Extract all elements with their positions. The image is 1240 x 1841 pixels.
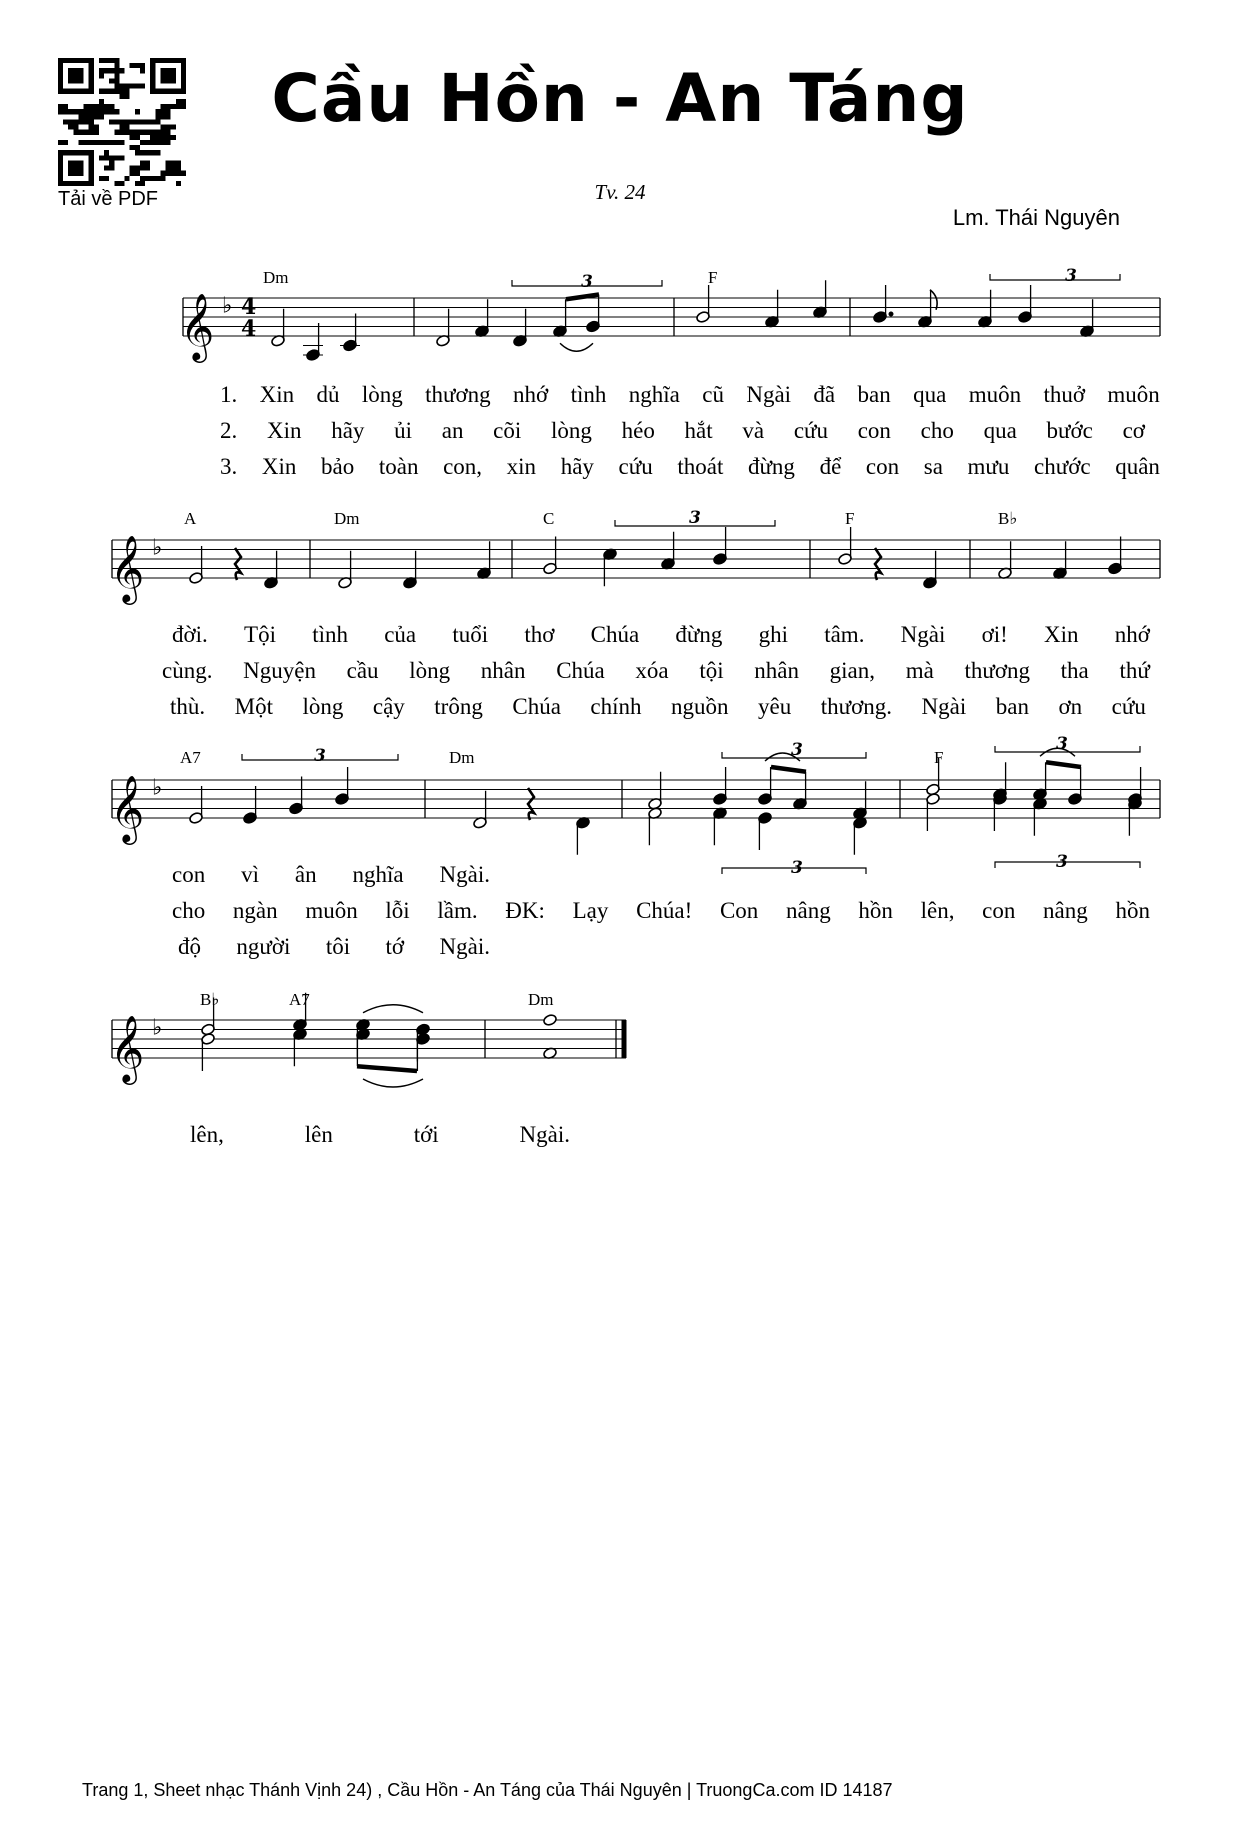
composer: Lm. Thái Nguyên: [952, 205, 1120, 230]
chord-symbol: F: [708, 268, 718, 287]
svg-text:♭: ♭: [152, 775, 163, 801]
lyric-line: 3. Xin bảo toàn con, xin hãy cứu thoát đừng để con sa mưu chước quân: [220, 454, 1160, 479]
lyric-line: 1. Xin dủ lòng thương nhớ tình nghĩa cũ Ngài đã ban qua muôn thuở muôn: [220, 382, 1160, 407]
svg-text:𝄞: 𝄞: [110, 534, 145, 602]
chord-symbol: A: [184, 509, 197, 528]
time-signature-bottom: 4: [241, 316, 257, 342]
lyric-line: cho ngàn muôn lỗi lầm. ĐK: Lạy Chúa! Con nâng hồn lên, con nâng hồn: [172, 898, 1150, 923]
chord-symbol: F: [934, 748, 944, 767]
tuplet-number: 3: [1056, 734, 1068, 754]
svg-text:♭: ♭: [152, 535, 163, 561]
chord-symbol: A7: [289, 990, 310, 1009]
svg-text:♭: ♭: [222, 293, 233, 319]
chord-symbol: C: [543, 509, 555, 528]
psalm-reference: Tv. 24: [594, 180, 646, 204]
page-footer: Trang 1, Sheet nhạc Thánh Vịnh 24) , Cầu Hồn - An Táng của Thái Nguyên | TruongCa.com ID 14187: [82, 1780, 893, 1800]
tuplet-number: 3: [581, 272, 593, 292]
lyric-line: đời. Tội tình của tuổi thơ Chúa đừng ghi tâm. Ngài ơi! Xin nhớ: [172, 622, 1150, 647]
svg-text:𝄞: 𝄞: [180, 292, 215, 360]
tuplet-number: 3: [314, 746, 326, 766]
tuplet-number: 3: [791, 858, 803, 878]
chord-symbol: Dm: [334, 509, 360, 528]
lyric-line: con vì ân nghĩa Ngài.: [172, 862, 490, 887]
tuplet-number: 3: [1056, 852, 1068, 872]
tuplet-number: 3: [791, 740, 803, 760]
chord-symbol: B♭: [998, 509, 1018, 528]
lyric-line: thù. Một lòng cậy trông Chúa chính nguồn yêu thương. Ngài ban ơn cứu: [170, 694, 1146, 719]
chord-symbol: F: [845, 509, 855, 528]
lyric-line: lên, lên tới Ngài.: [190, 1122, 570, 1147]
svg-text:♭: ♭: [152, 1015, 163, 1041]
tuplet-number: 3: [689, 508, 701, 528]
chord-symbol: Dm: [528, 990, 554, 1009]
lyric-line: 2. Xin hãy ủi an cõi lòng héo hắt và cứu con cho qua bước cơ: [220, 418, 1145, 443]
svg-text:𝄞: 𝄞: [110, 1014, 145, 1082]
chord-symbol: B♭: [200, 990, 220, 1009]
lyric-line: cùng. Nguyện cầu lòng nhân Chúa xóa tội nhân gian, mà thương tha thứ: [162, 658, 1150, 683]
svg-text:𝄞: 𝄞: [110, 774, 145, 842]
song-title: Cầu Hồn - An Táng: [271, 60, 969, 137]
chord-symbol: Dm: [263, 268, 289, 287]
tuplet-number: 3: [1065, 266, 1077, 286]
time-signature-top: 4: [241, 294, 257, 320]
download-pdf-label[interactable]: Tải về PDF: [58, 188, 159, 210]
chord-symbol: A7: [180, 748, 201, 767]
lyric-line: độ người tôi tớ Ngài.: [178, 934, 490, 959]
chord-symbol: Dm: [449, 748, 475, 767]
